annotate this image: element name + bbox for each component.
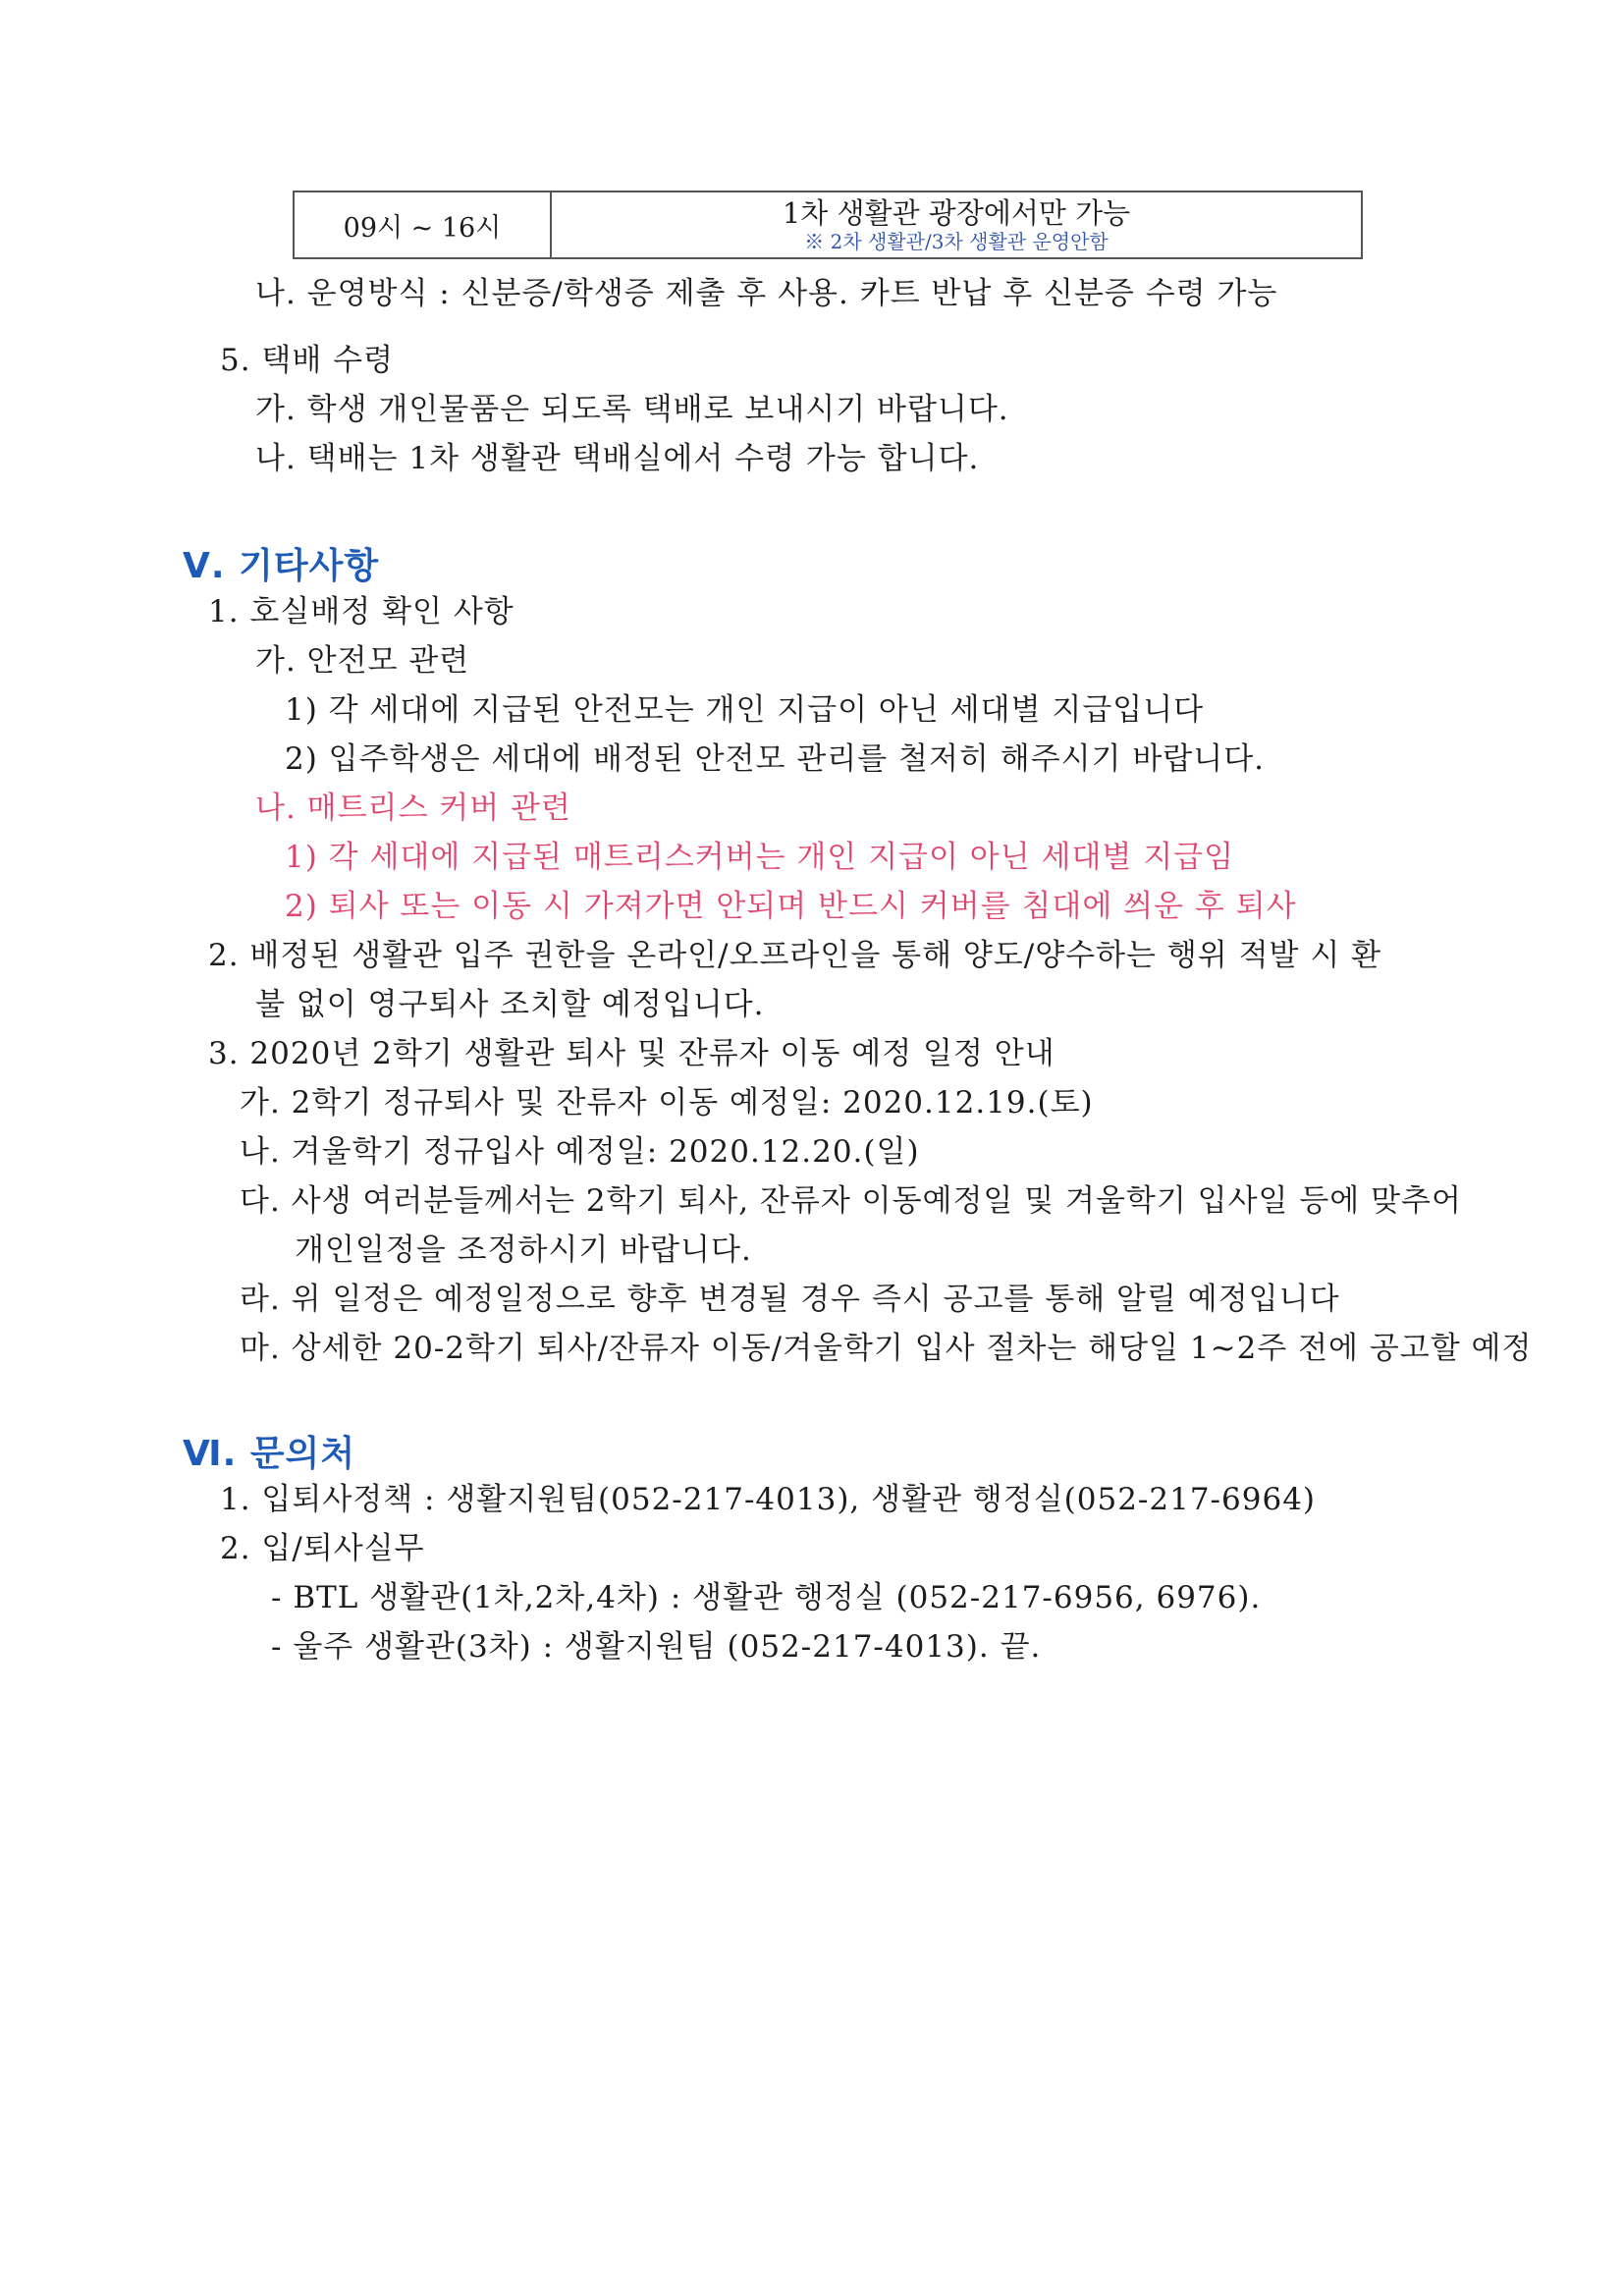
s5-item-3-ma: 마. 상세한 20-2학기 퇴사/잔류자 이동/겨울학기 입사 절차는 해당일 1~2주 전에 공고할 예정 [240,1331,1533,1366]
section-6-heading: Ⅵ. 문의처 [183,1434,356,1474]
s6-item-1: 1. 입퇴사정책 : 생활지원팀(052-217-4013), 생활관 행정실(052-217-6964) [220,1482,1317,1517]
s6-item-2-a: - BTL 생활관(1차,2차,4차) : 생활관 행정실 (052-217-6956, 6976). [271,1580,1262,1615]
s5-item-2-line-2: 불 없이 영구퇴사 조치할 예정입니다. [255,987,765,1022]
operating-hours-table [293,191,1363,259]
s5-item-2-line-1: 2. 배정된 생활관 입주 권한을 온라인/오프라인을 통해 양도/양수하는 행위 적발 시 환 [208,938,1382,973]
parcel-title: 5. 택배 수령 [220,343,395,378]
s5-item-1-ga-1: 1) 각 세대에 지급된 안전모는 개인 지급이 아닌 세대별 지급입니다 [285,692,1205,728]
s6-item-2-b: - 울주 생활관(3차) : 생활지원팀 (052-217-4013). 끝. [271,1629,1042,1665]
s5-item-1-na: 나. 매트리스 커버 관련 [255,791,571,826]
section-5-heading: Ⅴ. 기타사항 [183,546,380,586]
s5-item-3-da-line-2: 개인일정을 조정하시기 바랍니다. [295,1232,752,1268]
s5-item-1-ga-2: 2) 입주학생은 세대에 배정된 안전모 관리를 철저히 해주시기 바랍니다. [285,741,1265,777]
s5-item-1-ga: 가. 안전모 관련 [255,643,470,679]
s5-item-3-da-line-1: 다. 사생 여러분들께서는 2학기 퇴사, 잔류자 이동예정일 및 겨울학기 입사일 등에 맞추어 [240,1183,1462,1219]
hours-cell: 09시 ~ 16시 [295,192,552,257]
s5-item-3-ga: 가. 2학기 정규퇴사 및 잔류자 이동 예정일: 2020.12.19.(토) [240,1085,1094,1121]
location-note: ※ 2차 생활관/3차 생활관 운영안함 [804,230,1109,253]
parcel-item-na: 나. 택배는 1차 생활관 택배실에서 수령 가능 합니다. [255,441,980,476]
s6-item-2: 2. 입/퇴사실무 [220,1531,425,1566]
s5-item-3-ra: 라. 위 일정은 예정일정으로 향후 변경될 경우 즉시 공고를 통해 알릴 예정입니다 [240,1282,1340,1317]
s5-item-1: 1. 호실배정 확인 사항 [208,594,514,629]
s5-item-1-na-2: 2) 퇴사 또는 이동 시 가져가면 안되며 반드시 커버를 침대에 씌운 후 퇴사 [285,889,1297,924]
s5-item-3-na: 나. 겨울학기 정규입사 예정일: 2020.12.20.(일) [240,1134,920,1170]
location-text: 1차 생활관 광장에서만 가능 [782,196,1131,230]
s5-item-3: 3. 2020년 2학기 생활관 퇴사 및 잔류자 이동 예정 일정 안내 [208,1036,1055,1071]
parcel-item-ga: 가. 학생 개인물품은 되도록 택배로 보내시기 바랍니다. [255,392,1009,427]
location-cell [552,192,1361,257]
cart-method-text: 나. 운영방식 : 신분증/학생증 제출 후 사용. 카트 반납 후 신분증 수령 가능 [255,276,1278,311]
s5-item-1-na-1: 1) 각 세대에 지급된 매트리스커버는 개인 지급이 아닌 세대별 지급임 [285,840,1235,875]
